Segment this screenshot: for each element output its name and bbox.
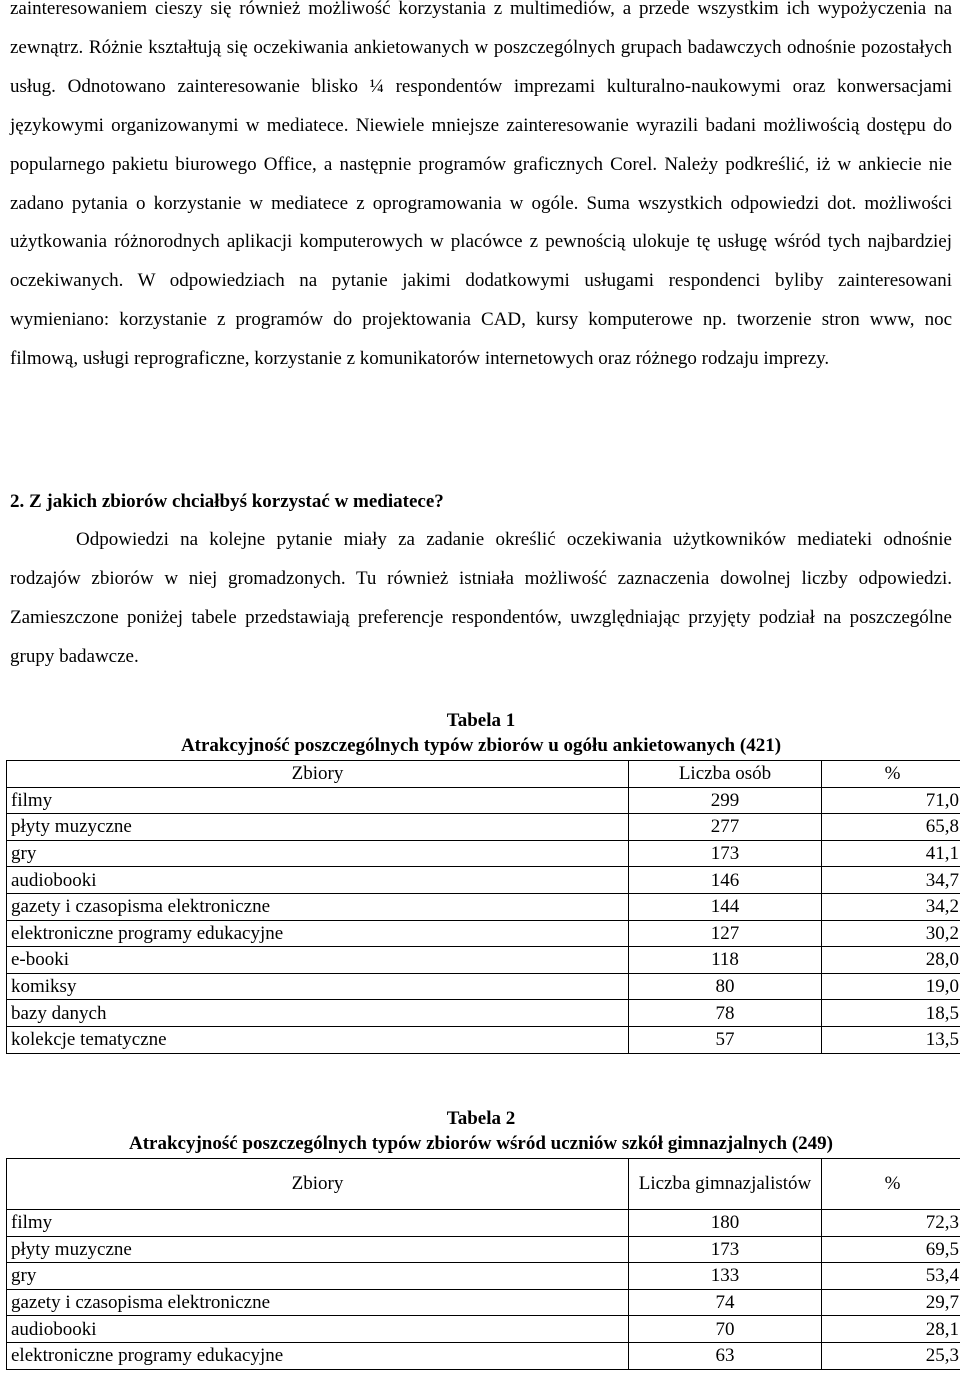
- row-percent: 18,5: [822, 1000, 960, 1027]
- table2-header-row: [7, 1159, 960, 1210]
- table1-body: [7, 787, 960, 1053]
- row-count: 299: [628, 787, 821, 814]
- row-collection: elektroniczne programy edukacyjne: [7, 1342, 629, 1369]
- table-row: [7, 1263, 960, 1290]
- row-count: 277: [628, 814, 821, 841]
- table-row: [7, 1026, 960, 1053]
- table1-header-row: [7, 761, 960, 788]
- table-row: [7, 1000, 960, 1027]
- row-percent: 28,0: [822, 947, 960, 974]
- row-count: 127: [628, 920, 821, 947]
- row-collection: e-booki: [7, 947, 629, 974]
- row-count: 173: [628, 840, 821, 867]
- table1-header-count: Liczba osób: [628, 761, 821, 788]
- table2-label: Tabela 2: [446, 1108, 516, 1129]
- row-count: 118: [628, 947, 821, 974]
- row-percent: 41,1: [822, 840, 960, 867]
- row-collection: gry: [7, 1263, 629, 1290]
- row-percent: 28,1: [822, 1316, 960, 1343]
- row-collection: bazy danych: [7, 1000, 629, 1027]
- table1-header-collection: Zbiory: [7, 761, 629, 788]
- row-percent: 30,2: [822, 920, 960, 947]
- row-count: 173: [628, 1236, 821, 1263]
- row-percent: 69,5: [822, 1236, 960, 1263]
- row-count: 74: [628, 1289, 821, 1316]
- row-percent: 53,4: [822, 1263, 960, 1290]
- table-row: [7, 787, 960, 814]
- table2-header-percent: %: [822, 1159, 960, 1210]
- row-count: 63: [628, 1342, 821, 1369]
- row-collection: gazety i czasopisma elektroniczne: [7, 893, 629, 920]
- table-row: [7, 867, 960, 894]
- row-collection: płyty muzyczne: [7, 1236, 629, 1263]
- table2: [6, 1158, 960, 1370]
- row-collection: audiobooki: [7, 1316, 629, 1343]
- table-row: [7, 1316, 960, 1343]
- table-row: [7, 893, 960, 920]
- row-percent: 25,3: [822, 1342, 960, 1369]
- row-collection: komiksy: [7, 973, 629, 1000]
- table2-caption: [10, 1106, 952, 1156]
- row-percent: 29,7: [822, 1289, 960, 1316]
- table1: [6, 760, 960, 1054]
- row-collection: gazety i czasopisma elektroniczne: [7, 1289, 629, 1316]
- row-percent: 19,0: [822, 973, 960, 1000]
- row-percent: 71,0: [822, 787, 960, 814]
- table-row: [7, 947, 960, 974]
- table-row: [7, 1210, 960, 1237]
- row-count: 146: [628, 867, 821, 894]
- paragraph-collections: [10, 521, 952, 677]
- row-collection: audiobooki: [7, 867, 629, 894]
- table-row: [7, 1236, 960, 1263]
- table-row: [7, 1342, 960, 1369]
- row-percent: 34,7: [822, 867, 960, 894]
- row-collection: elektroniczne programy edukacyjne: [7, 920, 629, 947]
- table2-title: Atrakcyjność poszczególnych typów zbiorów wśród uczniów szkół gimnazjalnych (249): [128, 1133, 833, 1154]
- row-count: 78: [628, 1000, 821, 1027]
- table1-title: Atrakcyjność poszczególnych typów zbiorów u ogółu ankietowanych (421): [180, 735, 782, 756]
- row-count: 133: [628, 1263, 821, 1290]
- table1-header-percent: %: [822, 761, 960, 788]
- table-row: [7, 1289, 960, 1316]
- paragraph-services: zainteresowaniem cieszy się również możliwość korzystania z multimediów, a przede wszystkim ich wypożyczenia na zewnątrz. Różnie kształtują się oczekiwania ankietowanych w poszczególnych grupach badawczych odnośnie pozostałych usług. Odnotowano zainteresowanie blisko ¼ respondentów imprezami kulturalno-naukowymi oraz konwersacjami językowymi organizowanymi w mediatece. Niewiele mniejsze zainteresowanie wyrazili badani możliwością dostępu do popularnego pakietu biurowego Office, a następnie programów graficznych Corel. Należy podkreślić, iż w ankiecie nie zadano pytania o korzystanie w mediatece z oprogramowania w ogóle. Suma wszystkich odpowiedzi dot. możliwości użytkowania różnorodnych aplikacji komputerowych w placówce z pewnością ulokuje tę usługę wśród tych najbardziej oczekiwanych. W odpowiedziach na pytanie jakimi dodatkowymi usługami respondenci byliby zainteresowani wymieniano: korzystanie z programów do projektowania CAD, kursy komputerowe np. tworzenie stron www, noc filmową, usługi reprograficzne, korzystanie z komunikatorów internetowych oraz różnego rodzaju imprezy.: [10, 0, 952, 370]
- table1-label: Tabela 1: [446, 710, 516, 731]
- row-count: 180: [628, 1210, 821, 1237]
- table2-header-collection: Zbiory: [7, 1159, 629, 1210]
- table2-body: [7, 1210, 960, 1370]
- question-heading: 2. Z jakich zbiorów chciałbyś korzystać w mediatece?: [10, 491, 444, 512]
- row-percent: 34,2: [822, 893, 960, 920]
- row-count: 144: [628, 893, 821, 920]
- table-row: [7, 814, 960, 841]
- row-count: 80: [628, 973, 821, 1000]
- row-count: 57: [628, 1026, 821, 1053]
- row-collection: kolekcje tematyczne: [7, 1026, 629, 1053]
- table1-caption: [10, 708, 952, 758]
- table-row: [7, 840, 960, 867]
- row-percent: 13,5: [822, 1026, 960, 1053]
- row-collection: filmy: [7, 787, 629, 814]
- row-collection: gry: [7, 840, 629, 867]
- row-collection: płyty muzyczne: [7, 814, 629, 841]
- table-row: [7, 920, 960, 947]
- paragraph-collections-text: Odpowiedzi na kolejne pytanie miały za zadanie określić oczekiwania użytkowników mediateki odnośnie rodzajów zbiorów w niej gromadzonych. Tu również istniała możliwość zaznaczenia dowolnej liczby odpowiedzi. Zamieszczone poniżej tabele przedstawiają preferencje respondentów, uwzględniając przyjęty podział na poszczególne grupy badawcze.: [10, 529, 952, 667]
- table2-header-count: Liczba gimnazjalistów: [628, 1159, 821, 1210]
- row-collection: filmy: [7, 1210, 629, 1237]
- row-percent: 72,3: [822, 1210, 960, 1237]
- row-percent: 65,8: [822, 814, 960, 841]
- table-row: [7, 973, 960, 1000]
- row-count: 70: [628, 1316, 821, 1343]
